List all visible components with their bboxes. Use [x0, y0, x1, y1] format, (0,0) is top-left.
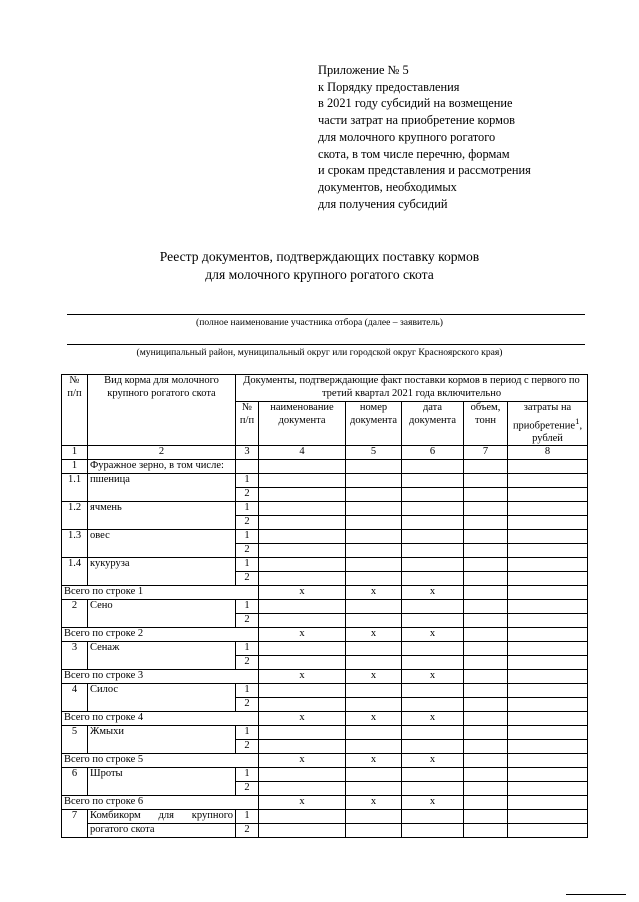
empty-cell: [464, 726, 508, 740]
appendix-line: и срокам представления и рассмотрения: [318, 163, 531, 178]
empty-cell: [402, 502, 464, 516]
row-number: 1.2: [62, 502, 88, 530]
row-number: 6: [62, 768, 88, 796]
empty-cell: [346, 782, 402, 796]
table-row: [62, 684, 588, 698]
sub-row-number: 1: [236, 642, 259, 656]
empty-cell: [508, 824, 588, 838]
empty-cell: [402, 488, 464, 502]
empty-cell: [402, 824, 464, 838]
empty-cell: [346, 656, 402, 670]
empty-cell: [464, 488, 508, 502]
header-cost: затраты на приобретение$^1$, рублей: [508, 402, 588, 446]
sub-row-number: 1: [236, 474, 259, 488]
empty-cell: [346, 488, 402, 502]
title-line-2: для молочного крупного рогатого скота: [205, 267, 434, 282]
header-cost-unit: рублей: [532, 432, 563, 444]
feed-label: Сенаж: [88, 642, 236, 670]
empty-cell: [346, 530, 402, 544]
feed-label: ячмень: [88, 502, 236, 530]
x-mark: х: [346, 712, 402, 726]
appendix-line: в 2021 году субсидий на возмещение: [318, 96, 513, 111]
total-row: [62, 628, 588, 642]
header-doc-number: номер документа: [346, 402, 402, 446]
sub-row-number: 2: [236, 740, 259, 754]
empty-cell: [402, 684, 464, 698]
district-caption: (муниципальный район, муниципальный округ или городской округ Красноярского края): [136, 347, 503, 358]
total-row: [62, 670, 588, 684]
x-mark: х: [259, 670, 346, 684]
sub-row-number: 1: [236, 726, 259, 740]
x-mark: х: [402, 586, 464, 600]
row-number: 3: [62, 642, 88, 670]
total-row: [62, 796, 588, 810]
header-documents-group: Документы, подтверждающие факт поставки кормов в период с первого по третий квартал 2021 года включительно: [236, 375, 588, 402]
empty-cell: [346, 544, 402, 558]
empty-cell: [259, 558, 346, 572]
empty-cell: [464, 740, 508, 754]
register-table: [61, 374, 588, 838]
table-row: [62, 460, 588, 474]
x-mark: х: [402, 754, 464, 768]
empty-cell: [464, 754, 508, 768]
empty-cell: [402, 768, 464, 782]
col-number: 4: [259, 446, 346, 460]
empty-cell: [508, 544, 588, 558]
empty-cell: [259, 488, 346, 502]
empty-cell: [259, 516, 346, 530]
table-row: [62, 600, 588, 614]
header-doc-name: наименование документа: [259, 402, 346, 446]
empty-cell: [402, 614, 464, 628]
header-doc-date: дата документа: [402, 402, 464, 446]
empty-cell: [346, 614, 402, 628]
empty-cell: [464, 782, 508, 796]
col-number: 5: [346, 446, 402, 460]
empty-cell: [464, 796, 508, 810]
x-mark: х: [259, 754, 346, 768]
feed-label: кукуруза: [88, 558, 236, 586]
empty-cell: [464, 670, 508, 684]
header-cost-text: затраты на приобретение: [512, 402, 576, 431]
empty-cell: [346, 824, 402, 838]
col-number: 8: [508, 446, 588, 460]
header-row: [62, 375, 588, 402]
empty-cell: [259, 460, 346, 474]
empty-cell: [402, 558, 464, 572]
empty-cell: [402, 726, 464, 740]
total-label: Всего по строке 2: [62, 628, 259, 642]
empty-cell: [259, 768, 346, 782]
column-numbers-row: [62, 446, 588, 460]
x-mark: х: [346, 628, 402, 642]
sub-row-number: 1: [236, 530, 259, 544]
empty-cell: [259, 642, 346, 656]
appendix-line: скота, в том числе перечню, формам: [318, 146, 510, 161]
feed-label: овес: [88, 530, 236, 558]
empty-cell: [402, 544, 464, 558]
empty-cell: [508, 572, 588, 586]
table-row: [62, 824, 588, 838]
sub-row-number: 2: [236, 782, 259, 796]
sub-row-number: 2: [236, 488, 259, 502]
empty-cell: [259, 502, 346, 516]
sub-row-number: 1: [236, 768, 259, 782]
sub-row-number: 1: [236, 502, 259, 516]
appendix-block: [318, 62, 618, 212]
empty-cell: [508, 586, 588, 600]
total-row: [62, 586, 588, 600]
empty-cell: [346, 474, 402, 488]
empty-cell: [402, 516, 464, 530]
title-line-1: Реестр документов, подтверждающих поставку кормов: [159, 249, 480, 264]
empty-cell: [259, 544, 346, 558]
empty-cell: [508, 740, 588, 754]
total-label: Всего по строке 4: [62, 712, 259, 726]
x-mark: х: [259, 586, 346, 600]
empty-cell: [402, 656, 464, 670]
x-mark: х: [346, 670, 402, 684]
empty-cell: [464, 600, 508, 614]
x-mark: х: [346, 586, 402, 600]
empty-cell: [464, 544, 508, 558]
table-row: [62, 502, 588, 516]
empty-cell: [259, 810, 346, 824]
empty-cell: [508, 768, 588, 782]
empty-cell: [464, 628, 508, 642]
document-title: [0, 248, 639, 284]
x-mark: х: [402, 670, 464, 684]
feed-label: Комбикорм для крупного: [88, 810, 236, 824]
empty-cell: [346, 642, 402, 656]
empty-cell: [508, 642, 588, 656]
total-label: Всего по строке 3: [62, 670, 259, 684]
empty-cell: [464, 474, 508, 488]
x-mark: х: [402, 628, 464, 642]
empty-cell: [508, 754, 588, 768]
empty-cell: [508, 558, 588, 572]
header-num: № п/п: [62, 375, 88, 446]
sub-row-number: 2: [236, 656, 259, 670]
empty-cell: [508, 530, 588, 544]
empty-cell: [402, 782, 464, 796]
empty-cell: [346, 810, 402, 824]
empty-cell: [346, 768, 402, 782]
feed-label: пшеница: [88, 474, 236, 502]
table-row: [62, 530, 588, 544]
empty-cell: [402, 474, 464, 488]
total-row: [62, 712, 588, 726]
empty-cell: [508, 796, 588, 810]
header-sub-num: № п/п: [236, 402, 259, 446]
empty-cell: [346, 558, 402, 572]
empty-cell: [464, 642, 508, 656]
x-mark: х: [346, 754, 402, 768]
empty-cell: [508, 488, 588, 502]
empty-cell: [508, 726, 588, 740]
empty-cell: [464, 530, 508, 544]
sub-row-number: 1: [236, 684, 259, 698]
footnote-separator: [566, 894, 626, 895]
participant-caption: (полное наименование участника отбора (далее – заявитель): [196, 317, 443, 328]
empty-cell: [402, 642, 464, 656]
empty-cell: [259, 726, 346, 740]
empty-cell: [464, 824, 508, 838]
feed-label: Силос: [88, 684, 236, 712]
feed-label: Сено: [88, 600, 236, 628]
empty-cell: [346, 740, 402, 754]
empty-cell: [508, 460, 588, 474]
feed-label: Фуражное зерно, в том числе:: [88, 460, 236, 474]
sub-row-number: 2: [236, 698, 259, 712]
empty-cell: [508, 600, 588, 614]
empty-cell: [508, 474, 588, 488]
empty-cell: [464, 572, 508, 586]
table-row: [62, 474, 588, 488]
empty-cell: [236, 460, 259, 474]
appendix-line: документов, необходимых: [318, 179, 457, 194]
table-row: [62, 768, 588, 782]
header-feed-type: Вид корма для молочного крупного рогатого скота: [88, 375, 236, 446]
empty-cell: [508, 516, 588, 530]
empty-cell: [259, 614, 346, 628]
x-mark: х: [346, 796, 402, 810]
appendix-line: Приложение № 5: [318, 63, 409, 77]
empty-cell: [259, 824, 346, 838]
empty-cell: [508, 712, 588, 726]
appendix-line: для получения субсидий: [318, 196, 448, 211]
col-number: 7: [464, 446, 508, 460]
empty-cell: [508, 670, 588, 684]
col-number: 2: [88, 446, 236, 460]
empty-cell: [464, 460, 508, 474]
row-number: 4: [62, 684, 88, 712]
appendix-line: части затрат на приобретение кормов: [318, 113, 516, 128]
row-number: 7: [62, 810, 88, 838]
table-row: [62, 642, 588, 656]
empty-cell: [402, 460, 464, 474]
empty-cell: [259, 530, 346, 544]
appendix-line: к Порядку предоставления: [318, 79, 460, 94]
x-mark: х: [402, 712, 464, 726]
sub-row-number: 1: [236, 810, 259, 824]
sub-row-number: 1: [236, 558, 259, 572]
sub-row-number: 2: [236, 516, 259, 530]
col-number: 6: [402, 446, 464, 460]
empty-cell: [346, 726, 402, 740]
x-mark: х: [259, 628, 346, 642]
empty-cell: [259, 684, 346, 698]
sub-row-number: 2: [236, 544, 259, 558]
empty-cell: [464, 502, 508, 516]
empty-cell: [346, 698, 402, 712]
empty-cell: [259, 782, 346, 796]
empty-cell: [402, 810, 464, 824]
empty-cell: [259, 474, 346, 488]
empty-cell: [464, 698, 508, 712]
empty-cell: [464, 558, 508, 572]
appendix-line: для молочного крупного рогатого: [318, 129, 496, 144]
empty-cell: [346, 502, 402, 516]
empty-cell: [402, 600, 464, 614]
sub-row-number: 1: [236, 600, 259, 614]
empty-cell: [464, 712, 508, 726]
district-line: [67, 344, 585, 345]
table-row: [62, 726, 588, 740]
empty-cell: [259, 740, 346, 754]
row-number: 1.1: [62, 474, 88, 502]
empty-cell: [508, 782, 588, 796]
sub-row-number: 2: [236, 614, 259, 628]
empty-cell: [508, 628, 588, 642]
sub-row-number: 2: [236, 572, 259, 586]
empty-cell: [402, 698, 464, 712]
empty-cell: [259, 656, 346, 670]
participant-name-line: [67, 314, 585, 315]
feed-label: Жмыхи: [88, 726, 236, 754]
empty-cell: [464, 656, 508, 670]
table-row: [62, 810, 588, 824]
empty-cell: [259, 698, 346, 712]
row-number: 1.4: [62, 558, 88, 586]
empty-cell: [402, 740, 464, 754]
row-number: 5: [62, 726, 88, 754]
empty-cell: [508, 684, 588, 698]
empty-cell: [508, 502, 588, 516]
empty-cell: [508, 656, 588, 670]
empty-cell: [346, 516, 402, 530]
empty-cell: [346, 572, 402, 586]
footnote-mark: 1: [575, 415, 580, 426]
empty-cell: [508, 810, 588, 824]
table-row: [62, 558, 588, 572]
empty-cell: [346, 600, 402, 614]
col-number: 3: [236, 446, 259, 460]
empty-cell: [464, 586, 508, 600]
empty-cell: [464, 810, 508, 824]
empty-cell: [508, 698, 588, 712]
header-volume: объем, тонн: [464, 402, 508, 446]
x-mark: х: [259, 712, 346, 726]
empty-cell: [464, 614, 508, 628]
total-label: Всего по строке 5: [62, 754, 259, 768]
total-row: [62, 754, 588, 768]
empty-cell: [464, 684, 508, 698]
col-number: 1: [62, 446, 88, 460]
empty-cell: [508, 614, 588, 628]
sub-row-number: 2: [236, 824, 259, 838]
empty-cell: [259, 572, 346, 586]
x-mark: х: [402, 796, 464, 810]
empty-cell: [464, 768, 508, 782]
total-label: Всего по строке 6: [62, 796, 259, 810]
empty-cell: [402, 530, 464, 544]
empty-cell: [346, 460, 402, 474]
feed-label: Шроты: [88, 768, 236, 796]
x-mark: х: [259, 796, 346, 810]
row-number: 1.3: [62, 530, 88, 558]
row-number: 2: [62, 600, 88, 628]
empty-cell: [402, 572, 464, 586]
total-label: Всего по строке 1: [62, 586, 259, 600]
empty-cell: [346, 684, 402, 698]
feed-label-continued: рогатого скота: [88, 824, 236, 838]
row-number: 1: [62, 460, 88, 474]
empty-cell: [464, 516, 508, 530]
empty-cell: [259, 600, 346, 614]
